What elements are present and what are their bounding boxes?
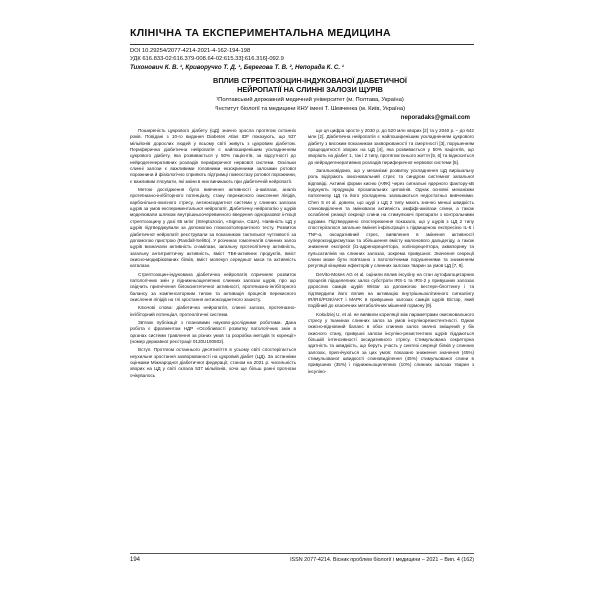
body-paragraph: що ця цифра зросте у 2030 р. до 520 млн хворих [2] та у 2040 р. – до 642 млн [2]. Діабетична нейропатія є найпоширенішим ускладненням цукрового діабету з високим показником захворюваності та смертності [3], порушенням працездатності хворих на ЦД [4], яка розвивається у 50% пацієнтів, що хворіють на діабет 1, так і 2 типу, протягом їхнього життя [5, 6] та відноситься до нейродегенеративних розладів периферичної нервової системи [5]. bbox=[308, 128, 474, 165]
research-link-paragraph: Зв'язок публікації з плановими науково-дослідними роботами. Дана робота є фрагментом НДР «Особливості розвитку патологічних змін в органах системи травлення за різних умов та розробка методів їх корекції» (номер державної реєстрації 0120U100502). bbox=[130, 319, 296, 344]
abstract-paragraph: Метою дослідження було вивчення активності α-амілази, аналіз протеїназно-інгібіторного потенціалу, стану перекисного окислення ліпідів, карбонільно-окисного стресу, антиоксидантної системи у слинних залозах щурів за умов експериментальної нейропатії. Діабетичну нейропатію у щурів моделювали шляхом внутрішньоочеревинного введення одноразової ін'єкції стрептозоцину у дозі 65 мг/кг (Streptozocin, «Sigma», США). Наявність ЦД у щурів підтверджували за допомогою глюкозотолерантного тесту. Розвиток діабетичної нейропатії реєстрували за показником тактильної чутливості за допомогою пристрою (Randall-Selitto). У розчинах гомогенатів слинних залоз щурів визначали активність α-амілази, загальну протеолітичну активність, загальну антитриптичну активність, вміст ТБК-активних продуктів, вміст окисно-модифікованих білків, вміст молекул середньої маси та активність каталази. bbox=[130, 187, 296, 269]
page-number: 194 bbox=[130, 557, 141, 563]
journal-section-header: КЛІНІЧНА ТА ЕКСПЕРИМЕНТАЛЬНА МЕДИЦИНА bbox=[130, 27, 391, 39]
article-title: ВПЛИВ СТРЕПТОЗОЦИН-ІНДУКОВАНОЇ ДІАБЕТИЧНОЇ НЕЙРОПАТІЇ НА СЛИННІ ЗАЛОЗИ ЩУРІВ bbox=[213, 76, 407, 94]
contact-email: neporadaks@gmail.com bbox=[400, 115, 470, 121]
right-text-column bbox=[308, 128, 474, 377]
body-paragraph: Загальновідомо, що у механізмі розвитку ускладнення ЦД вирішальну роль відіграють окиснювальний стрес та синдром системної запальної відповіді. Активні форми кисню (АФК) через сигнальні ядерного фактору-кВ індукують продукцію прозапальних цитокінів. Однак основні механізми патогенезу ЦД та його ускладнень залишаються недостатньо вивченими. Chen S et al. довели, що щурі з ЦД 2 типу мають значно менші швидкість слиновиділення та змінювали активність амфіфі-амілази слини, а також ослаблені реакції секреції слини на стимулюючі препарати з контрольними щурами. Підтверджено спостереження показало, що у щурів з ЦД 2 типу спостерігалося загальне вміння інфільтрація з підвищеною експресією IL-6 і TNF-α, оксидативний стрес, виявлення в змінення активності супероксиддисмутази та збільшення вмісту малонового дальдегіду, а також зниження експресії β1-адренорецептора, холінорецептора, аквапорину та пульсатилінів на слинних залозах, зокрема привушної. Значення секреції слини може бути пов'язано з патологічними порушеннями та зниженням регуляції кінцевих ефекторів у слинних залозах тварин за умов ЦД [7, 8]. bbox=[308, 168, 474, 269]
left-text-column bbox=[130, 128, 296, 381]
footer-citation: ISSN 2077-4214. Вісник проблем біології і медицини – 2021 – Вип. 4 (162) bbox=[290, 557, 474, 563]
keywords-paragraph: Ключові слова: діабетична нейропатія, слинні залози, протеїназно-інгібіторний потенціал, протеолітичні системи. bbox=[130, 305, 296, 317]
doi-line: DOI 10.29254/2077-4214-2021-4-162-194-198 bbox=[130, 48, 251, 54]
authors-line: Тихонович К. В. ¹, Криворучко Т. Д. ¹, Берегова Т. В. ², Непорада К. С. ¹ bbox=[130, 64, 344, 71]
footer-divider bbox=[130, 553, 474, 554]
affiliation-2: ²Інститут біології та медицини КНУ імені Т. Шевченка (м. Київ, Україна) bbox=[214, 106, 406, 112]
body-paragraph: Kołodziej U, et al. не виявили кореляції між параметрами окиснювального стресу у тканинах слинних залоз за умов інсулінорезистентності. Однак окисно-відновний баланс в обох слинних залоз значно зміщений у бік окисного стану, привушні залози інсуліно-резистентних щурів піддаються більшій інтенсивності оксидативного стресу. Стимульована секреторна здатність та швидкість, що беруть участь у синтезі секреції білків у слинних залозах, пригнічуються за цих умов: показано зниження значення (45%) стимульованої швидкості слиновиділення (45%) стимульованої слини в привушних (35%) і піднижньощелепних (10%) слинних залозах тварин з інсуліно- bbox=[308, 311, 474, 374]
intro-paragraph: Вступ. Протягом останнього десятиліття в усьому світі спостерігається неухильне зростання захворюваності на цукровий діабет (ЦД). За останніми оцінками Міжнародної діабетичної федерації, станом на 2021 р. чисельність хворих на ЦД у світі склала 537 мільйонів, хоча ще більш ранні прогнози очікувалось bbox=[130, 347, 296, 378]
udc-line: УДК 616.833-02:616.379-008.64-02:615.33]:616.316]-092.9 bbox=[130, 56, 284, 62]
body-paragraph: DeVito-Moses AG et al. оцінили вплив інсуліну на стан аутофагоцитарних процесів підщелепних залоз субстрати IRS-1 та IRS-2 у привушних залозах дорослих самців щурів Wistar за допомогою вестерн-блоттингу і та підтвердили його вплив на активацію внутрішньоклітинного сигналінгу IR/IRS/PI3K/AKT і MAPK в привушних залозах самців щурів Вістар, який подібний до класичних метаболічних мішеней гормону [9]. bbox=[308, 271, 474, 309]
header-divider bbox=[130, 44, 474, 45]
abstract-paragraph: Поширеність цукрового діабету (ЦД) значно зросла протягом останніх років. Повідані з 10-го видання Diabetes Atlas IDF показують, що 537 мільйонів дорослих людей у всьому світі живуть з цукровим діабетом. Периферична діабетична нейропатія є найпоширенішим ускладненням цукрового діабету, яка розвивається у 50% пацієнтів, за відсутності до нейродегенеративних розладів периферичної нервової системи. Оскільки слинні залози є важливими головними екзокринними залозами ротової порожнини й фізіологічно сприяють підтримці гомеостазу ротової порожнини, є важливим з'ясувати, які зміни в них виникають при діабетичній нейропатії. bbox=[130, 128, 296, 184]
affiliation-1: ¹Полтавський державний медичний університет (м. Полтава, Україна) bbox=[216, 97, 404, 103]
abstract-paragraph: Стрептозоцин-індукована діабетична нейропатія спричиняє розвиток патологічних змін у піднижньощелепних слинних залозах щурів, про що свідчить пригнічення білоксинтетичної активності, протеїназно-інгібіторного балансу за компенсаторним типом та активація процесів перекисного окислення ліпідів на тлі зростання антиоксидантного захисту. bbox=[130, 271, 296, 302]
